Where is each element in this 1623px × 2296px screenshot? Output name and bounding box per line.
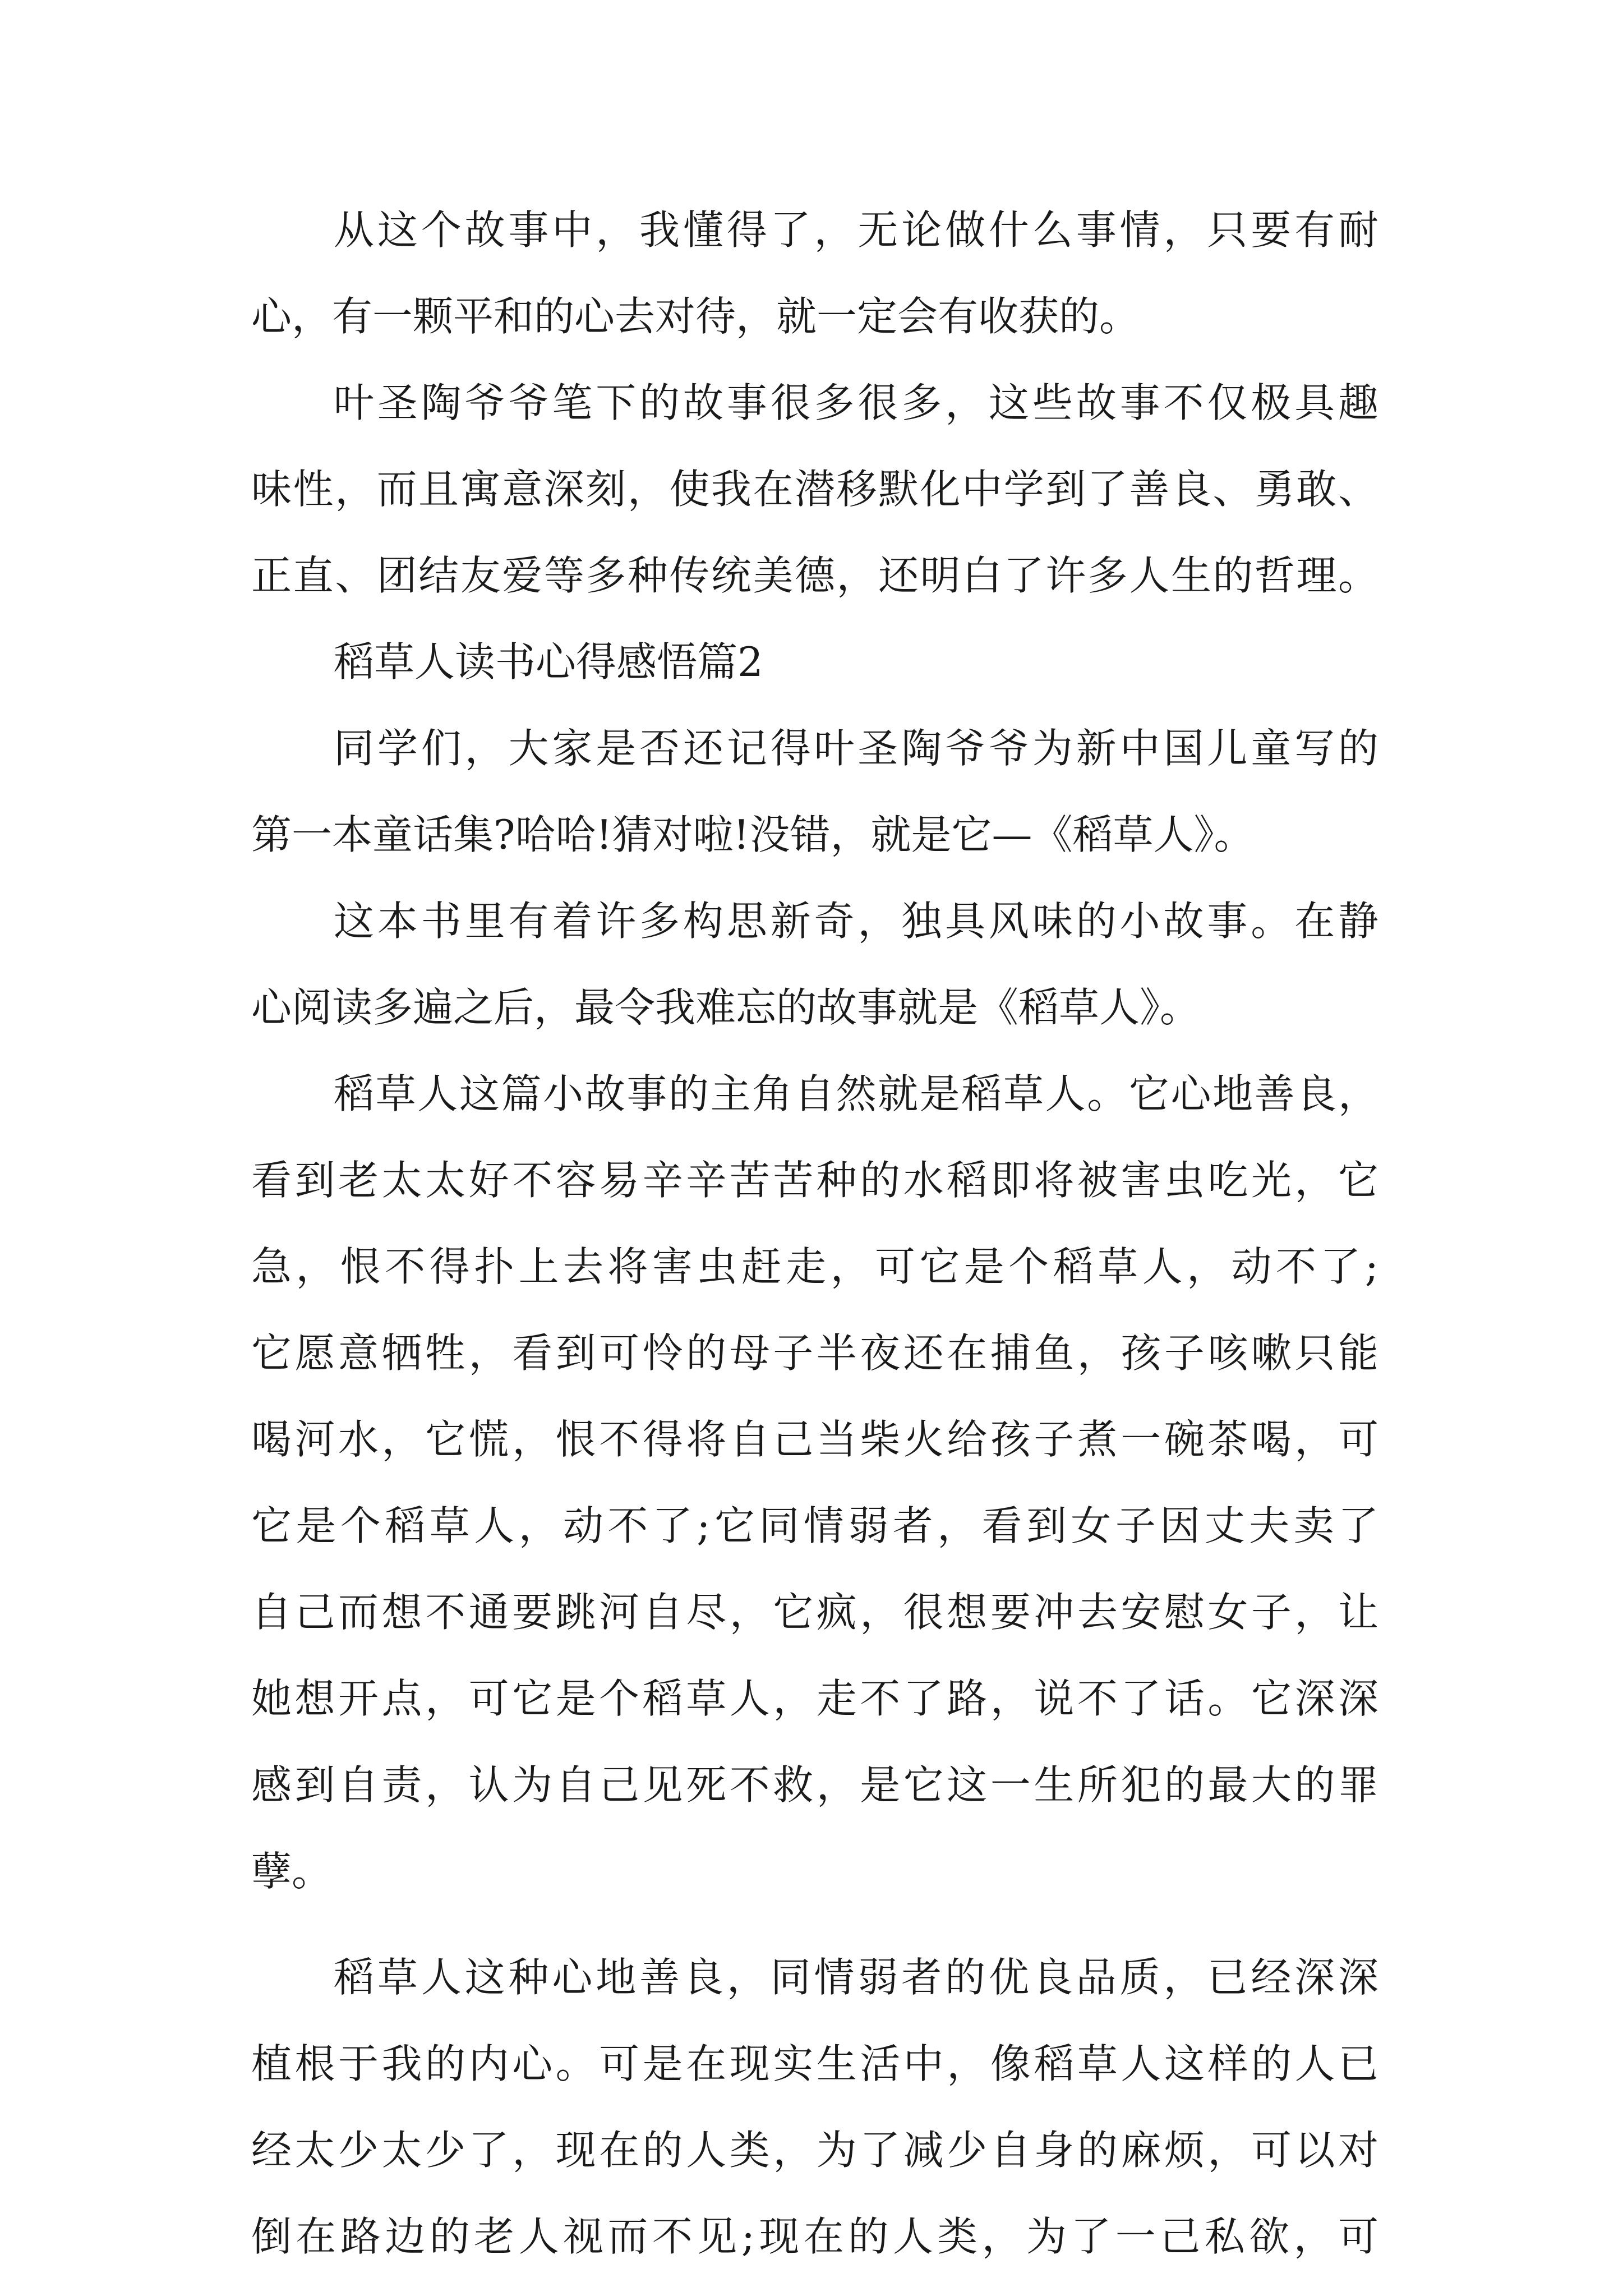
paragraph-line: 心阅读多遍之后，最令我难忘的故事就是《稻草人》。 xyxy=(251,984,1201,1031)
paragraph-line: 急，恨不得扑上去将害虫赶走，可它是个稻草人，动不了; xyxy=(251,1243,1378,1290)
section-heading: 稻草人读书心得感悟篇2 xyxy=(334,638,763,685)
paragraph-line: 感到自责，认为自己见死不救，是它这一生所犯的最大的罪 xyxy=(251,1761,1378,1809)
paragraph-line: 心，有一颗平和的心去对待，就一定会有收获的。 xyxy=(251,293,1140,340)
paragraph-line: 经太少太少了，现在的人类，为了减少自身的麻烦，可以对 xyxy=(251,2127,1378,2174)
paragraph-line: 植根于我的内心。可是在现实生活中，像稻草人这样的人已 xyxy=(251,2040,1378,2087)
paragraph-line: 正直、团结友爱等多种传统美德，还明白了许多人生的哲理。 xyxy=(251,552,1378,599)
paragraph-line: 她想开点，可它是个稻草人，走不了路，说不了话。它深深 xyxy=(251,1675,1378,1722)
paragraph-line: 倒在路边的老人视而不见;现在的人类，为了一己私欲，可 xyxy=(251,2213,1378,2260)
paragraph-line: 喝河水，它慌，恨不得将自己当柴火给孩子煮一碗茶喝，可 xyxy=(251,1416,1378,1463)
paragraph-line: 味性，而且寓意深刻，使我在潜移默化中学到了善良、勇敢、 xyxy=(251,466,1378,513)
paragraph-line: 孽。 xyxy=(251,1848,333,1895)
paragraph-line: 同学们，大家是否还记得叶圣陶爷爷为新中国儿童写的 xyxy=(334,725,1378,772)
paragraph-line: 它是个稻草人，动不了;它同情弱者，看到女子因丈夫卖了 xyxy=(251,1502,1378,1549)
paragraph-line: 稻草人这种心地善良，同情弱者的优良品质，已经深深 xyxy=(334,1954,1378,2001)
paragraph-line: 自己而想不通要跳河自尽，它疯，很想要冲去安慰女子，让 xyxy=(251,1589,1378,1636)
paragraph-line: 它愿意牺牲，看到可怜的母子半夜还在捕鱼，孩子咳嗽只能 xyxy=(251,1329,1378,1377)
paragraph-line: 看到老太太好不容易辛辛苦苦种的水稻即将被害虫吃光，它 xyxy=(251,1157,1378,1204)
paragraph-line: 从这个故事中，我懂得了，无论做什么事情，只要有耐 xyxy=(334,206,1378,254)
paragraph-line: 这本书里有着许多构思新奇，独具风味的小故事。在静 xyxy=(334,898,1378,945)
paragraph-line: 稻草人这篇小故事的主角自然就是稻草人。它心地善良， xyxy=(334,1070,1378,1117)
paragraph-line: 叶圣陶爷爷笔下的故事很多很多，这些故事不仅极具趣 xyxy=(334,379,1378,426)
paragraph-line: 第一本童话集?哈哈!猜对啦!没错，就是它—《稻草人》。 xyxy=(251,811,1255,858)
